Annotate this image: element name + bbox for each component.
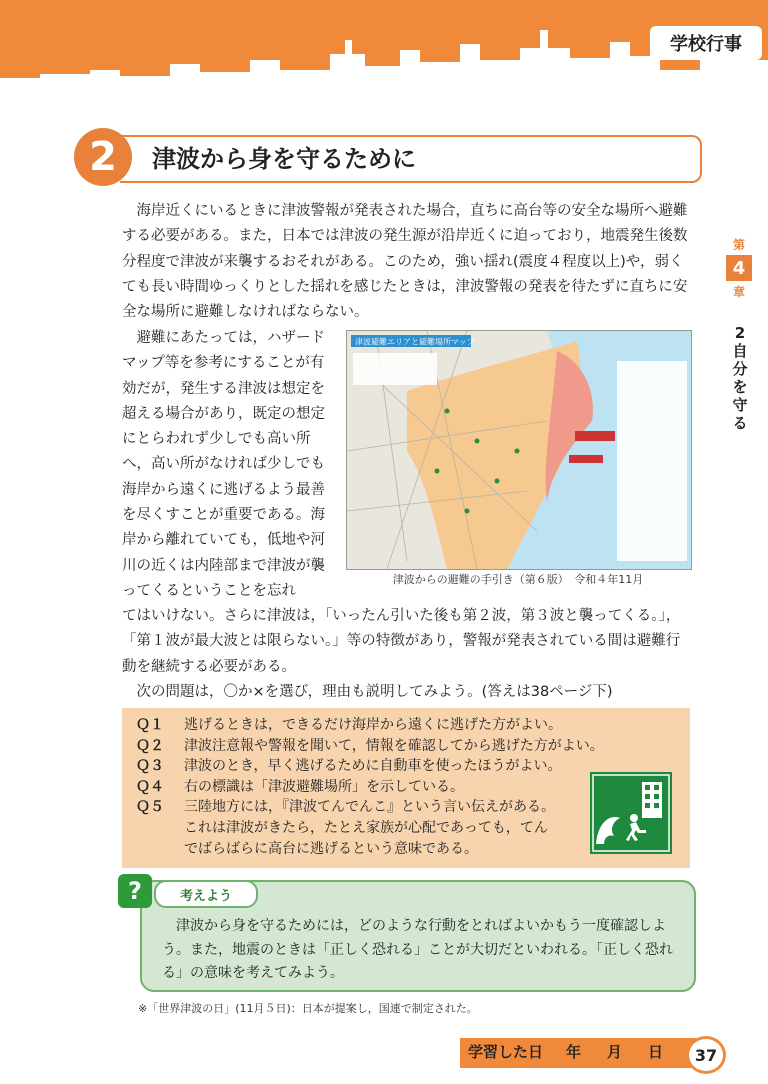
study-date-label: 学習した日	[468, 1043, 544, 1061]
question-text: 三陸地方には，『津波てんでんこ』という言い伝えがある。	[184, 799, 555, 816]
study-date-day: 日	[648, 1043, 664, 1061]
question-text: 逃げるときは，できるだけ海岸から遠くに逃げた方がよい。	[184, 717, 562, 733]
question-item	[136, 715, 562, 736]
section-number: 2	[74, 128, 132, 186]
think-box-title: 考えよう	[154, 880, 258, 908]
paragraph-4: 次の問題は，〇か×を選び，理由も説明してみよう。(答えは38ページ下)	[136, 684, 613, 700]
paragraph-3: てはいけない。さらに津波は，「いったん引いた後も第２波，第３波と襲ってくる。」，「第１波が最大波とは限らない。」等の特徴があり，警報が発表されている間は避難行動を継続する必要がある。	[122, 608, 681, 675]
study-date-year: 年	[566, 1043, 582, 1061]
question-mark-icon: ?	[118, 874, 152, 908]
question-number: Ｑ３	[136, 758, 164, 775]
question-text: これは津波がきたら，たとえ家族が心配であっても，てん	[184, 820, 548, 836]
question-text: でばらばらに高台に逃げるという意味である。	[184, 840, 478, 857]
question-item	[136, 839, 478, 860]
category-badge: 学校行事	[650, 26, 762, 60]
chapter-number: 4	[726, 255, 752, 281]
chapter-suffix: 章	[732, 285, 745, 299]
hazard-map-image	[346, 330, 692, 570]
think-box-text: 津波から身を守るためには，どのような行動をとればよいかもう一度確認しよう。また，地震のときは「正しく恐れる」ことが大切だといわれる。「正しく恐れる」の意味を考えてみよう。	[162, 918, 673, 981]
page-number: 37	[686, 1036, 726, 1074]
chapter-index	[726, 236, 752, 300]
question-text: 津波のとき，早く逃げるために自動車を使ったほうがよい。	[184, 758, 562, 775]
question-number: Ｑ２	[136, 737, 164, 754]
study-date-month: 月	[607, 1043, 623, 1061]
question-number: Ｑ５	[136, 799, 164, 816]
question-item	[136, 736, 604, 757]
question-item	[136, 777, 464, 798]
paragraph-2: 避難にあたっては，ハザードマップ等を参考にすることが有効だが，発生する津波は想定を超える場合があり，既定の想定にとらわれず少しでも高い所へ，高い所がなければ少しでも海岸から遠くに逃げるよう最善を尽くすことが重要である。海岸から離れていても，低地や河川の近くは内陸部まで津波が襲ってくるということを忘れ	[122, 330, 325, 599]
question-number: Ｑ４	[136, 778, 164, 795]
paragraph-1: 海岸近くにいるときに津波警報が発表された場合，直ちに高台等の安全な場所へ避難する必要がある。また，日本では津波の発生源が沿岸近くに迫っており，地震発生後数分程度で津波が来襲するおそれがある。このため，強い揺れ(震度４程度以上)や，弱くても長い時間ゆっくりとした揺れを感じたときは，津波警報の発表を待たずに直ちに安全な場所に避難しなければならない。	[122, 203, 688, 321]
question-item	[136, 756, 561, 777]
question-number: Ｑ１	[136, 717, 164, 733]
question-text: 右の標識は「津波避難場所」を示している。	[184, 778, 464, 795]
section-title: 津波から身を守るために	[152, 145, 416, 173]
footnote: ※「世界津波の日」(11月５日)：日本が提案し，国連で制定された。	[138, 1002, 478, 1015]
question-text: 津波注意報や警報を聞いて，情報を確認してから逃げた方がよい。	[184, 737, 604, 754]
section-side-label: 2 自分を守る	[732, 324, 748, 432]
question-item	[136, 797, 555, 818]
map-caption: 津波からの避難の手引き（第６版） 令和４年11月	[392, 573, 644, 586]
question-item	[136, 818, 548, 839]
map-title: 津波避難エリアと避難場所マップ	[355, 337, 475, 347]
chapter-prefix: 第	[732, 238, 745, 252]
tsunami-evacuation-sign-icon	[590, 772, 672, 854]
map-drawing	[347, 331, 691, 569]
